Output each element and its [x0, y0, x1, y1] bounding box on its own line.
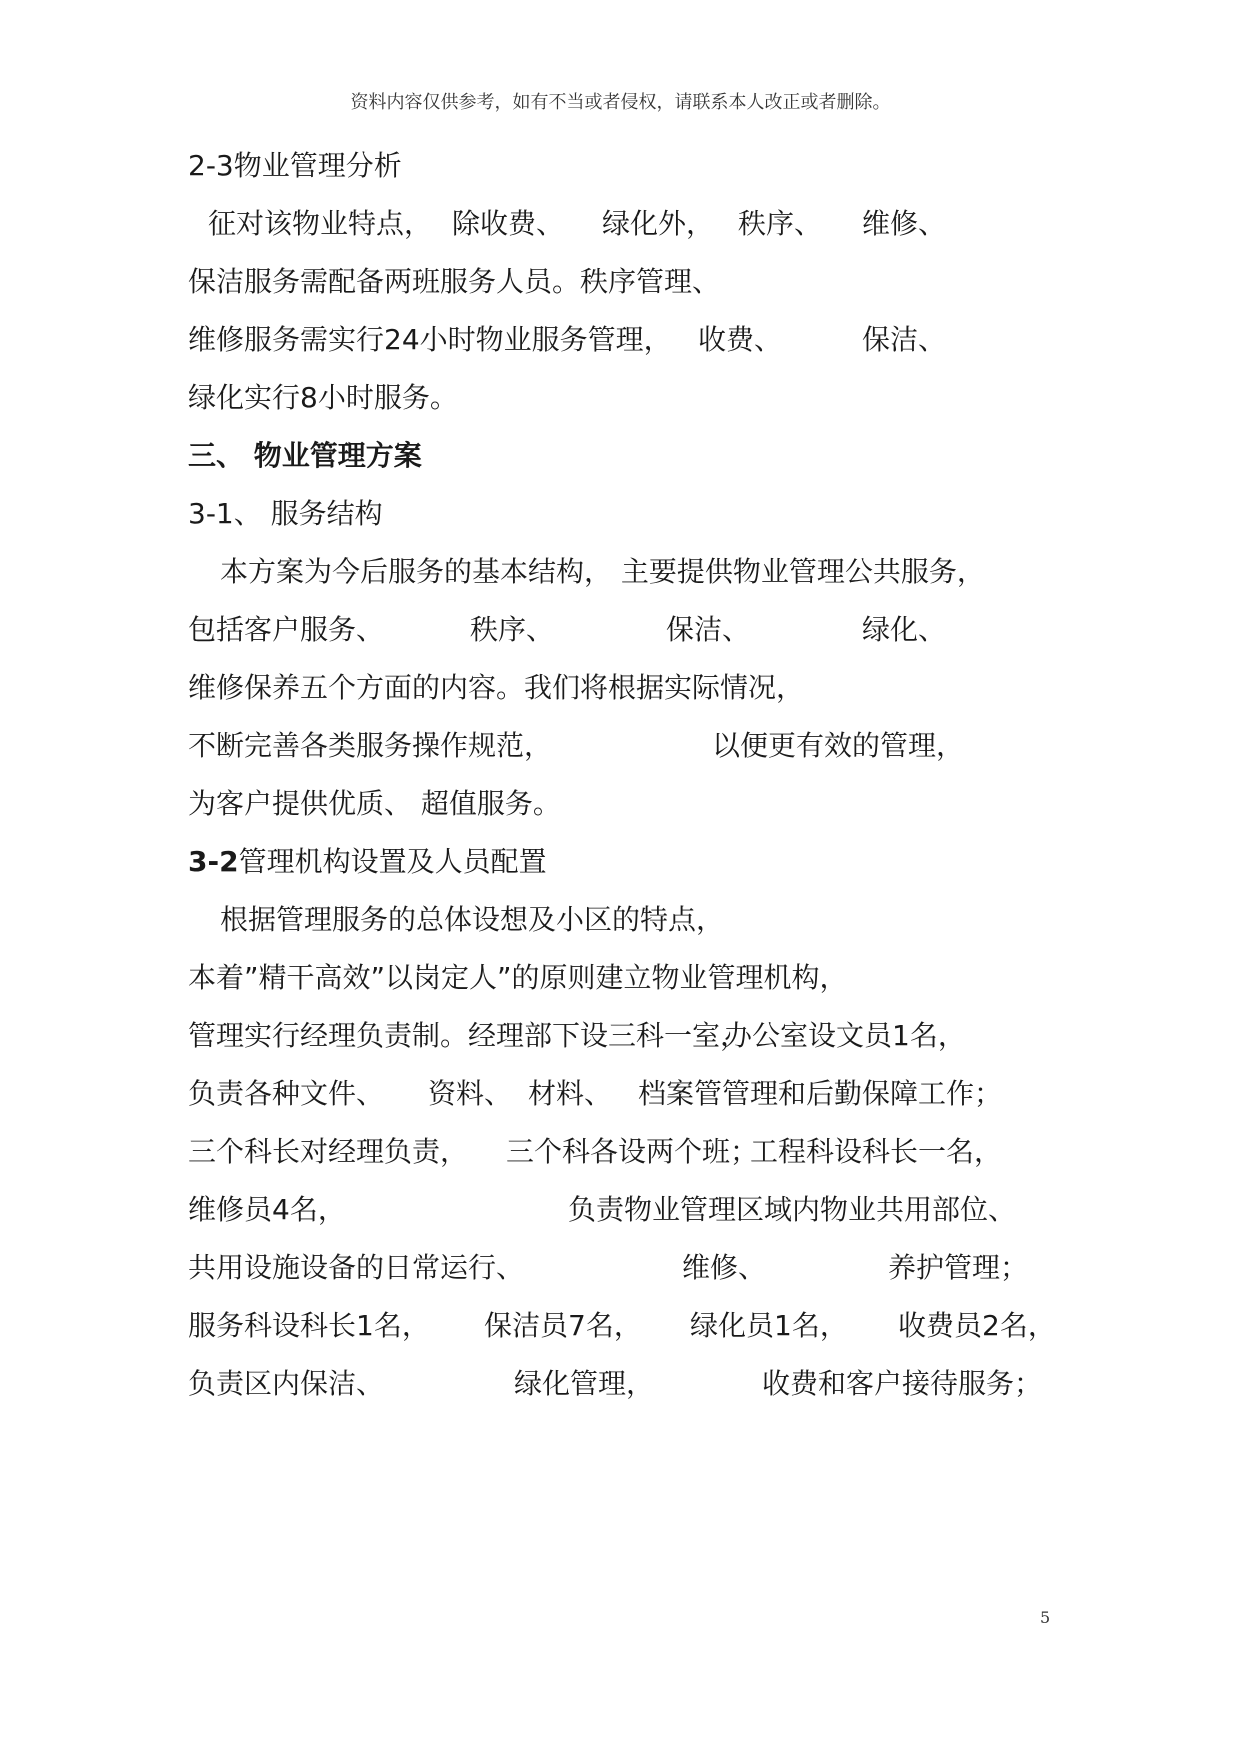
text-segment: 负责物业管理区域内物业共用部位、: [568, 1193, 1017, 1226]
text-segment: 以便更有效的管理，: [712, 729, 965, 762]
text-segment: 根据管理服务的总体设想及小区的特点，: [220, 903, 725, 936]
text-segment: 材料、: [528, 1077, 613, 1110]
text-segment: 三个科各设两个班；: [506, 1135, 759, 1168]
text-segment: 服务科设科长1名，: [188, 1309, 430, 1342]
text-segment: 保洁、: [666, 613, 751, 646]
text-segment: 不断完善各类服务操作规范，: [188, 729, 553, 762]
text-segment: 办公室设文员1名，: [724, 1019, 966, 1052]
text-segment: 维修、: [862, 207, 947, 240]
text-segment: 三个科长对经理负责，: [188, 1135, 469, 1168]
section-number: 3-2: [188, 845, 239, 878]
section-heading-2-3: 2-3物业管理分析: [188, 149, 402, 182]
text-segment: 绿化外，: [602, 207, 715, 240]
text-segment: 工程科设科长一名，: [750, 1135, 1003, 1168]
text-segment: 本方案为今后服务的基本结构， 主要提供物业管理公共服务，: [220, 555, 985, 588]
text-segment: 保洁员7名，: [484, 1309, 642, 1342]
text-segment: 绿化、: [862, 613, 947, 646]
text-segment: 维修员4名，: [188, 1193, 346, 1226]
text-segment: 养护管理；: [888, 1251, 1029, 1284]
text-segment: 除收费、: [452, 207, 565, 240]
text-segment: 秩序、: [470, 613, 555, 646]
text-segment: 收费员2名，: [898, 1309, 1056, 1342]
paragraph-line: 维修保养五个方面的内容。我们将根据实际情况，: [188, 671, 805, 704]
page-number: 5: [1040, 1608, 1051, 1627]
text-segment: 绿化员1名，: [690, 1309, 848, 1342]
text-segment: 负责区内保洁、: [188, 1367, 385, 1400]
paragraph-line: 绿化实行8小时服务。: [188, 381, 458, 414]
page-header-note: 资料内容仅供参考，如有不当或者侵权，请联系本人改正或者删除。: [350, 92, 891, 113]
text-segment: 征对该物业特点，: [208, 207, 433, 240]
paragraph-line: 为客户提供优质、 超值服务。: [188, 787, 561, 820]
text-segment: 收费、: [698, 323, 783, 356]
text-segment: 秩序、: [738, 207, 823, 240]
text-segment: 收费和客户接待服务；: [762, 1367, 1043, 1400]
text-segment: 共用设施设备的日常运行、: [188, 1251, 525, 1284]
text-segment: 管理实行经理负责制。经理部下设三科一室，: [188, 1019, 749, 1052]
text-segment: 负责各种文件、: [188, 1077, 385, 1110]
section-heading-3-2: [188, 844, 1058, 880]
paragraph-line: 本着”精干高效”以岗定人”的原则建立物业管理机构，: [188, 961, 848, 994]
section-title: 管理机构设置及人员配置: [238, 845, 547, 878]
text-segment: 维修、: [682, 1251, 767, 1284]
text-segment: 资料、: [428, 1077, 513, 1110]
paragraph-line: 保洁服务需配备两班服务人员。秩序管理、: [188, 265, 721, 298]
chapter-heading: 三、 物业管理方案: [188, 439, 422, 472]
text-segment: 档案管管理和后勤保障工作；: [638, 1077, 1003, 1110]
text-segment: 包括客户服务、: [188, 613, 385, 646]
section-heading-3-1: 3-1、 服务结构: [188, 497, 383, 530]
text-segment: 维修服务需实行24小时物业服务管理，: [188, 323, 672, 356]
text-segment: 保洁、: [862, 323, 947, 356]
text-segment: 绿化管理，: [514, 1367, 655, 1400]
